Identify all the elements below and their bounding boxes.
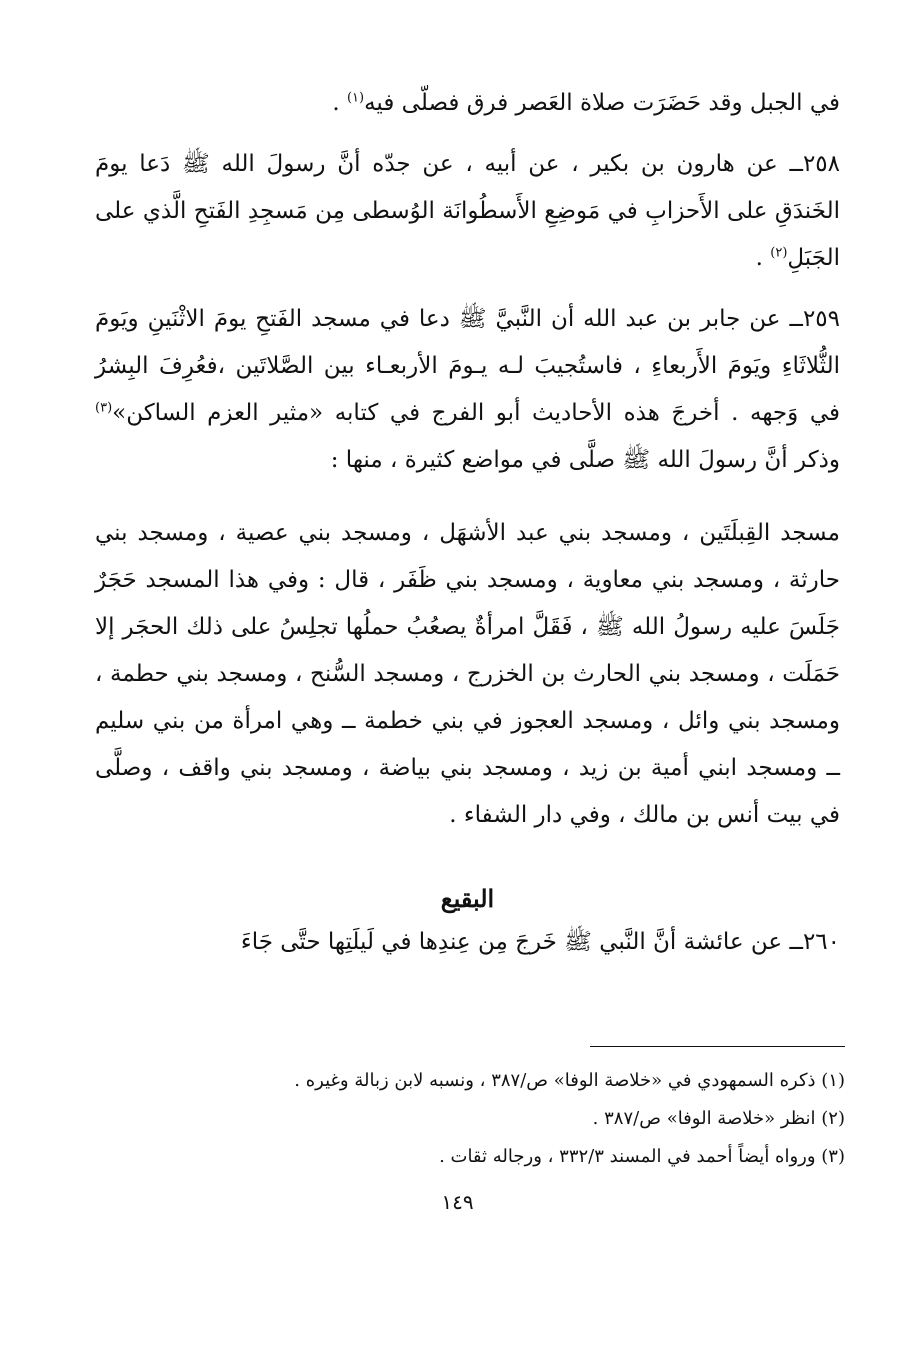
- hadith-258: [95, 141, 840, 282]
- main-text: [95, 80, 840, 966]
- footnote-ref-3[interactable]: (٣): [95, 400, 113, 416]
- hadith-259: [95, 296, 840, 484]
- page-number: ١٤٩: [441, 1190, 474, 1214]
- footnote-divider: [590, 1046, 845, 1047]
- paragraph-end: .: [332, 90, 347, 116]
- hadith-259-text: ٢٥٩ــ عن جابر بن عبد الله أن النَّبيَّ ﷺ دعا في مسجد الفَتحِ يومَ الاثْنَينِ ويَومَ الثُّلاثَاءِ ويَومَ الأَربعاءِ ، فاستُجيبَ لـه يـومَ الأربعـاء بين الصَّلاتَين ،فعُرِفَ البِشرُ في وَجهه . أخرجَ هذه الأحاديث أبو الفرج في كتابه «مثير العزم الساكن»: [95, 306, 840, 426]
- section-title: البقيع: [440, 884, 495, 913]
- paragraph-text: في الجبل وقد حَضَرَت صلاة العَصر فرق فصلّى فيه: [364, 90, 840, 116]
- footnote-1: (١) ذكره السمهودي في «خلاصة الوفا» ص/٣٨٧ ، ونسبه لابن زبالة وغيره .: [294, 1070, 845, 1091]
- footnote-ref-2[interactable]: (٢): [770, 245, 788, 261]
- footnotes: [150, 1062, 845, 1176]
- footnote-2: (٢) انظر «خلاصة الوفا» ص/٣٨٧ .: [592, 1108, 845, 1129]
- paragraph-continuation: [95, 80, 840, 127]
- footnote-3: (٣) ورواه أيضاً أحمد في المسند ٣٣٢/٣ ، ورجاله ثقات .: [439, 1146, 845, 1167]
- hadith-258-text: ٢٥٨ــ عن هارون بن بكير ، عن أبيه ، عن جدّه أنَّ رسولَ الله ﷺ دَعا يومَ الخَندَقِ على الأَحزابِ في مَوضِعِ الأَسطُوانَة الوُسطى مِن مَسجِدِ الفَتحِ الَّذي على الجَبَلِ: [95, 151, 840, 271]
- hadith-260: ٢٦٠ــ عن عائشة أنَّ النَّبي ﷺ خَرجَ مِن عِندِها في لَيلَتِها حتَّى جَاءَ: [240, 929, 840, 955]
- footnote-ref-1[interactable]: (١): [346, 90, 365, 106]
- mosques-paragraph: مسجد القِبلَتَين ، ومسجد بني عبد الأشهَل ، ومسجد بني عصية ، ومسجد بني حارثة ، ومسجد بني معاوية ، ومسجد بني ظَفَر ، قال : وفي هذا المسجد حَجَرٌ جَلَسَ عليه رسولُ الله ﷺ ، فَقَلَّ امرأةٌ يصعُبُ حملُها تجلِسُ على ذلك الحجَر إلا حَمَلَت ، ومسجد بني الحارث بن الخزرج ، ومسجد السُّنح ، ومسجد بني حطمة ، ومسجد بني وائل ، ومسجد العجوز في بني خطمة ــ وهي امرأة من بني سليم ــ ومسجد ابني أمية بن زيد ، ومسجد بني بياضة ، ومسجد بني واقف ، وصلَّى في بيت أنس بن مالك ، وفي دار الشفاء .: [95, 520, 840, 828]
- page-body: [95, 80, 840, 966]
- hadith-258-end: .: [755, 245, 771, 271]
- hadith-259-end: وذكر أنَّ رسولَ الله ﷺ صلَّى في مواضع كثيرة ، منها :: [330, 447, 840, 473]
